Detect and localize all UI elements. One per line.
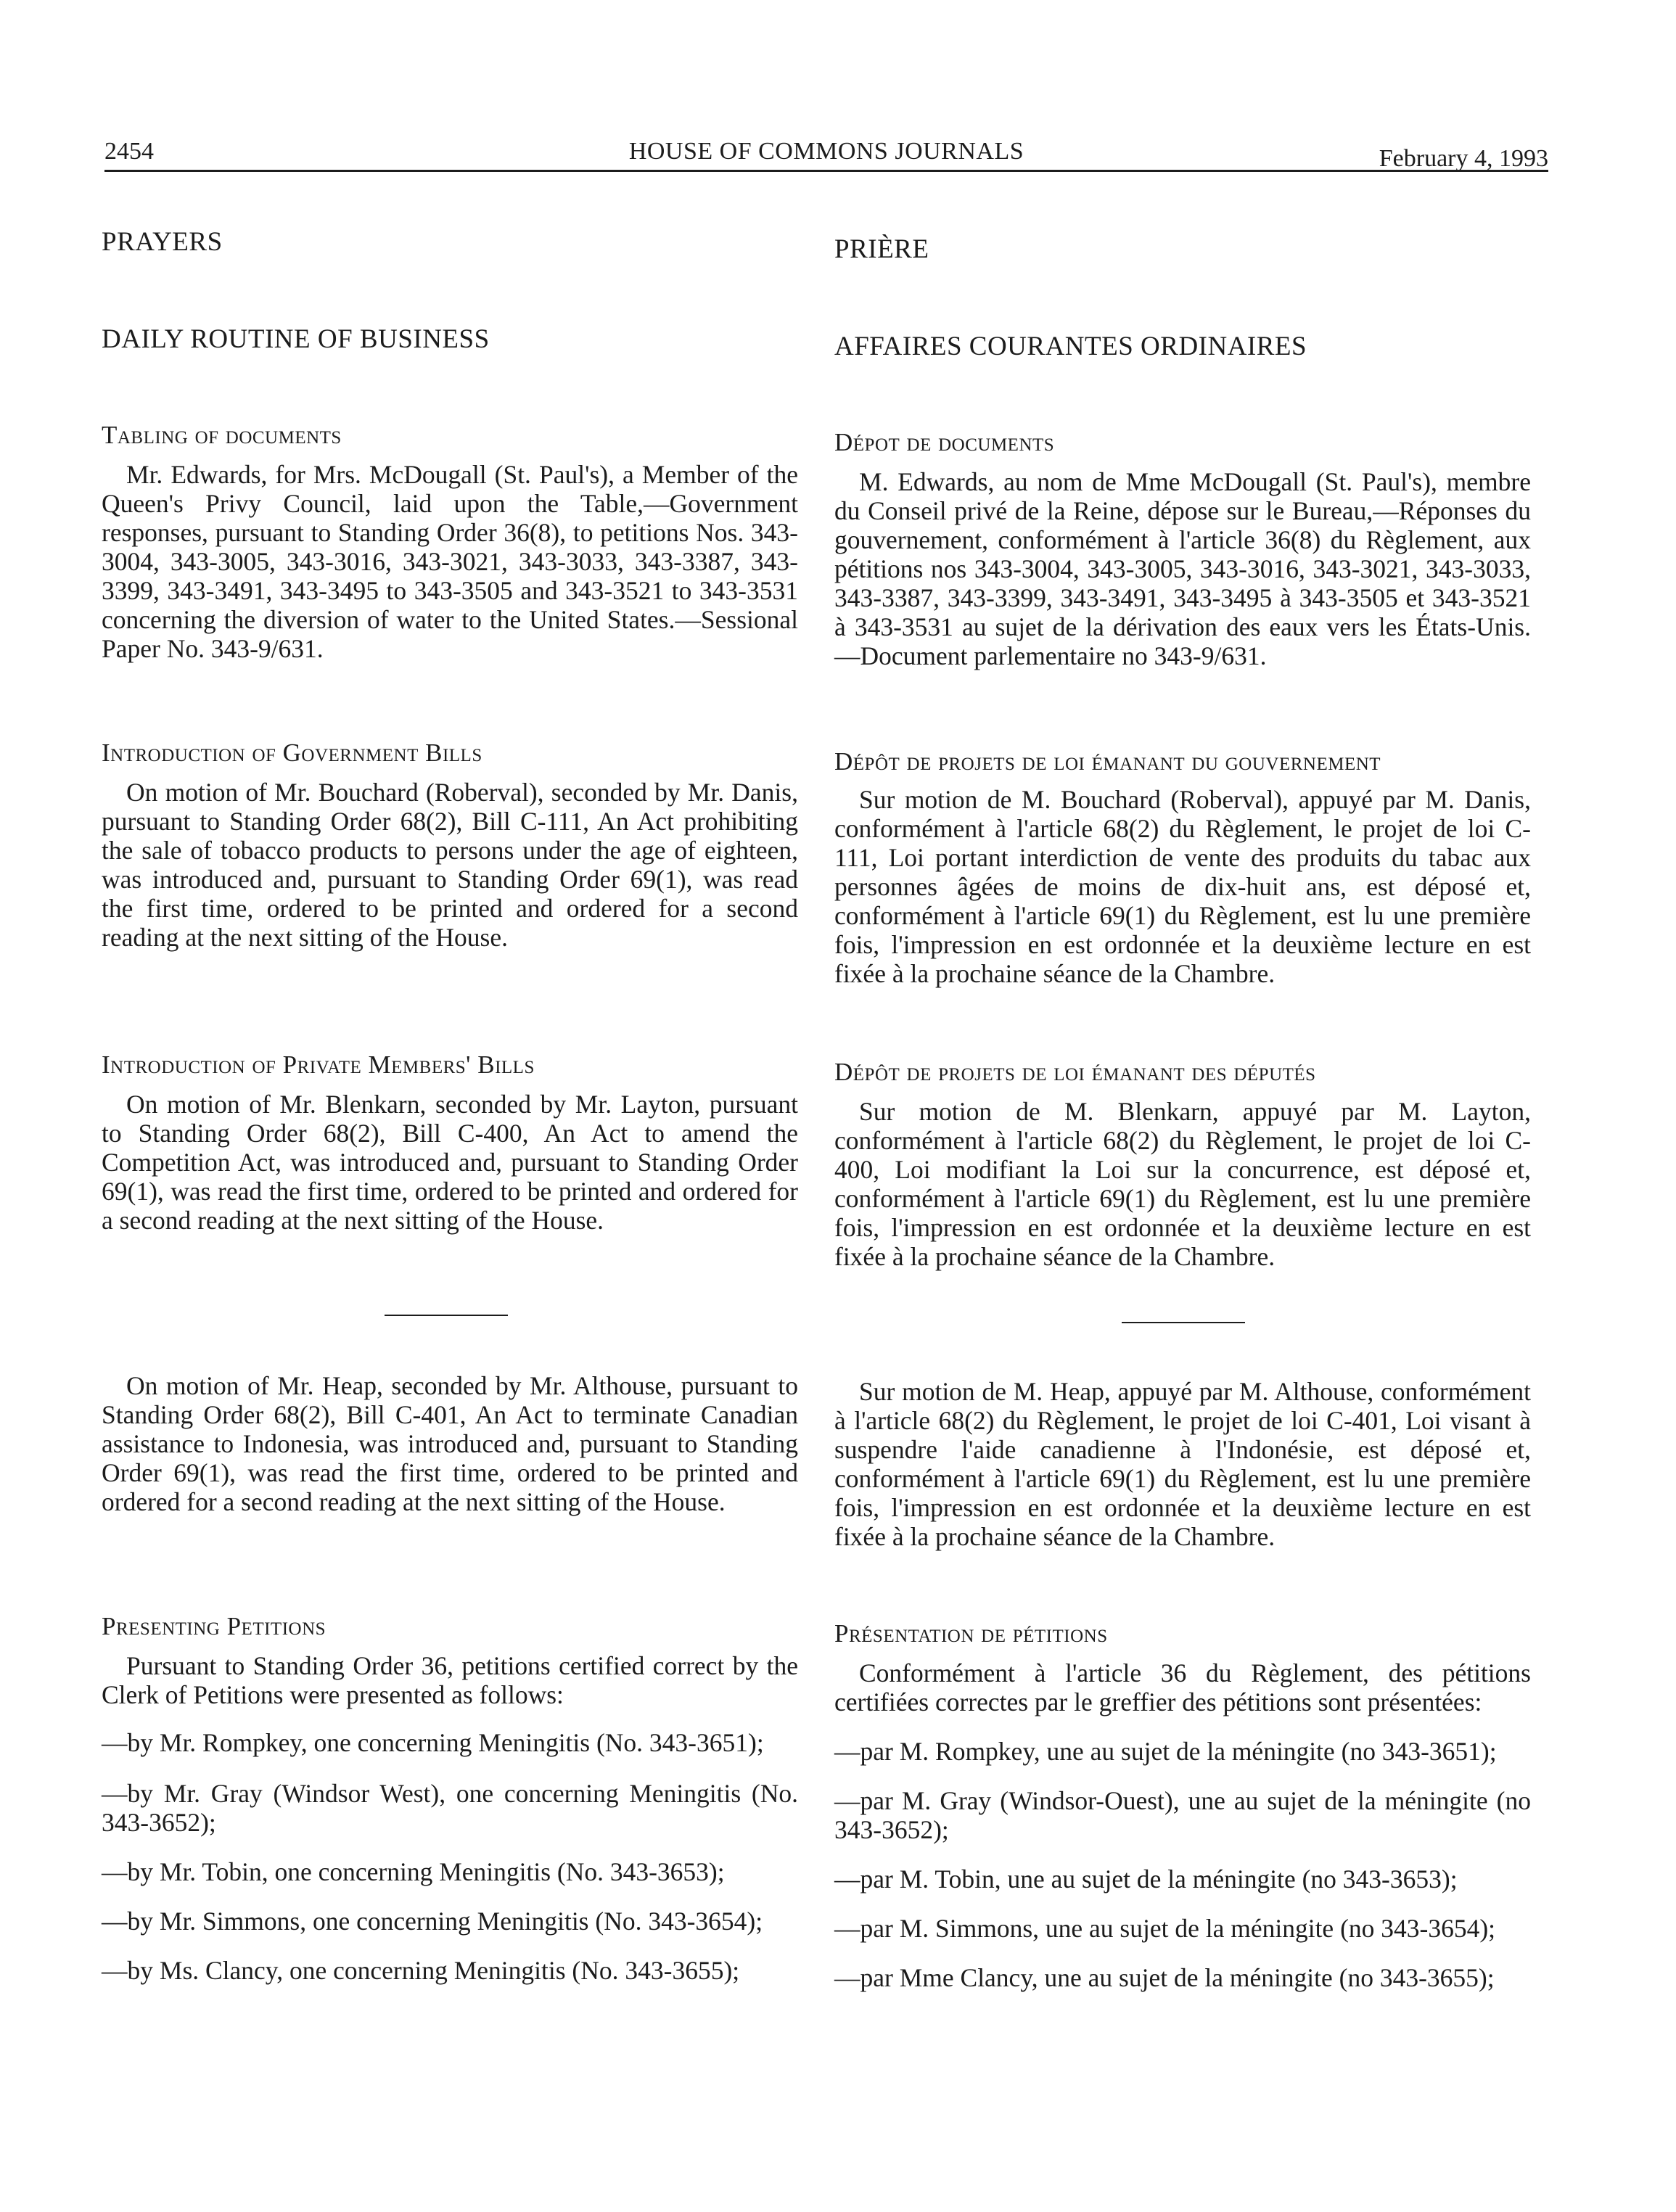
heap-motion-paragraph: Sur motion de M. Heap, appuyé par M. Althouse, conformément à l'article 68(2) du Règlement, le projet de loi C-401, Loi visant à suspendre l'aide canadienne à l'Indonésie, est déposé et, conformément à l'article 69(1) du Règlement, est lu une première fois, l'impression en est ordonnée et la deuxième lecture en est fixée à la prochaine séance de la Chambre.: [834, 1377, 1531, 1551]
depot-deputes-paragraph: Sur motion de M. Blenkarn, appuyé par M. Layton, conformément à l'article 68(2) du Règlement, le projet de loi C-400, Loi modifiant la Loi sur la concurrence, est déposé et, conformément à l'article 69(1) du Règlement, est lu une première fois, l'impression en est ordonnée et la deuxième lecture en est fixée à la prochaine séance de la Chambre.: [834, 1097, 1531, 1271]
depot-deputes-heading: Dépôt de projets de loi émanant des députés: [834, 1058, 1316, 1086]
priere-heading: PRIÈRE: [834, 234, 929, 264]
petitions-fr-heading: Présentation de pétitions: [834, 1619, 1108, 1648]
petition-item: —by Mr. Simmons, one concerning Meningitis (No. 343-3654);: [102, 1907, 763, 1936]
petitions-fr-intro: Conformément à l'article 36 du Règlement, des pétitions certifiées correctes par le greffier des pétitions sont présentées:: [834, 1658, 1531, 1716]
petition-item: —by Mr. Tobin, one concerning Meningitis (No. 343-3653);: [102, 1857, 725, 1886]
petition-fr-item: —par Mme Clancy, une au sujet de la méningite (no 343-3655);: [834, 1963, 1495, 1992]
petition-fr-item: —par M. Tobin, une au sujet de la méningite (no 343-3653);: [834, 1864, 1458, 1894]
depot-documents-paragraph: M. Edwards, au nom de Mme McDougall (St. Paul's), membre du Conseil privé de la Reine, dépose sur le Bureau,—Réponses du gouvernement, conformément à l'article 36(8) du Règlement, aux pétitions nos 343-3004, 343-3005, 343-3016, 343-3021, 343-3033, 343-3387, 343-3399, 343-3491, 343-3495 à 343-3505 et 343-3521 à 343-3531 au sujet de la dérivation des eaux vers les États-Unis.—Document parlementaire no 343-9/631.: [834, 467, 1531, 670]
petition-item: —by Ms. Clancy, one concerning Meningitis (No. 343-3655);: [102, 1956, 740, 1985]
depot-documents-heading: Dépot de documents: [834, 428, 1055, 456]
petitions-intro: Pursuant to Standing Order 36, petitions certified correct by the Clerk of Petitions were presented as follows:: [102, 1651, 798, 1709]
gov-bills-heading: Introduction of Government Bills: [102, 739, 482, 767]
petition-fr-item: —par M. Gray (Windsor-Ouest), une au sujet de la méningite (no 343-3652);: [834, 1786, 1531, 1844]
tabling-paragraph: Mr. Edwards, for Mrs. McDougall (St. Paul's), a Member of the Queen's Privy Council, laid upon the Table,—Government responses, pursuant to Standing Order 36(8), to petitions Nos. 343-3004, 343-3005, 343-3016, 343-3021, 343-3033, 343-3387, 343-3399, 343-3491, 343-3495 to 343-3505 and 343-3521 to 343-3531 concerning the diversion of water to the United States.—Sessional Paper No. 343-9/631.: [102, 460, 798, 663]
page-header: [104, 138, 1548, 172]
gov-bills-paragraph: On motion of Mr. Bouchard (Roberval), seconded by Mr. Danis, pursuant to Standing Order 68(2), Bill C-111, An Act prohibiting the sale of tobacco products to persons under the age of eighteen, was introduced and, pursuant to Standing Order 69(1), was read the first time, ordered to be printed and ordered for a second reading at the next sitting of the House.: [102, 778, 798, 952]
section-divider: [385, 1315, 508, 1316]
journal-title: HOUSE OF COMMONS JOURNALS: [628, 138, 1024, 165]
depot-gouvernement-paragraph: Sur motion de M. Bouchard (Roberval), appuyé par M. Danis, conformément à l'article 68(2) du Règlement, le projet de loi C-111, Loi portant interdiction de vente des produits du tabac aux personnes âgées de moins de dix-huit ans, est déposé et, conformément à l'article 69(1) du Règlement, est lu une première fois, l'impression en est ordonnée et la deuxième lecture en est fixée à la prochaine séance de la Chambre.: [834, 785, 1531, 988]
section-divider: [1122, 1322, 1245, 1323]
french-column: [834, 210, 1531, 2097]
heap-bill-paragraph: On motion of Mr. Heap, seconded by Mr. Althouse, pursuant to Standing Order 68(2), Bill C-401, An Act to terminate Canadian assistance to Indonesia, was introduced and, pursuant to Standing Order 69(1), was read the first time, ordered to be printed and ordered for a second reading at the next sitting of the House.: [102, 1371, 798, 1516]
petitions-heading: Presenting Petitions: [102, 1612, 326, 1640]
english-column: [102, 210, 798, 2097]
routine-heading: DAILY ROUTINE OF BUSINESS: [102, 324, 490, 354]
depot-gouvernement-heading: Dépôt de projets de loi émanant du gouvernement: [834, 747, 1381, 776]
tabling-heading: Tabling of documents: [102, 421, 342, 449]
affaires-heading: AFFAIRES COURANTES ORDINAIRES: [834, 332, 1307, 361]
petition-item: —by Mr. Gray (Windsor West), one concerning Meningitis (No. 343-3652);: [102, 1779, 798, 1837]
petition-fr-item: —par M. Simmons, une au sujet de la méningite (no 343-3654);: [834, 1914, 1496, 1943]
private-bills-heading: Introduction of Private Members' Bills: [102, 1051, 535, 1079]
private-bills-paragraph: On motion of Mr. Blenkarn, seconded by Mr. Layton, pursuant to Standing Order 68(2), Bill C-400, An Act to amend the Competition Act, was introduced and, pursuant to Standing Order 69(1), was read the first time, ordered to be printed and ordered for a second reading at the next sitting of the House.: [102, 1090, 798, 1235]
prayers-heading: PRAYERS: [102, 227, 223, 257]
page-number: 2454: [104, 138, 154, 165]
petition-item: —by Mr. Rompkey, one concerning Meningitis (No. 343-3651);: [102, 1728, 764, 1757]
page-date: February 4, 1993: [1379, 145, 1548, 172]
petition-fr-item: —par M. Rompkey, une au sujet de la méningite (no 343-3651);: [834, 1737, 1497, 1766]
